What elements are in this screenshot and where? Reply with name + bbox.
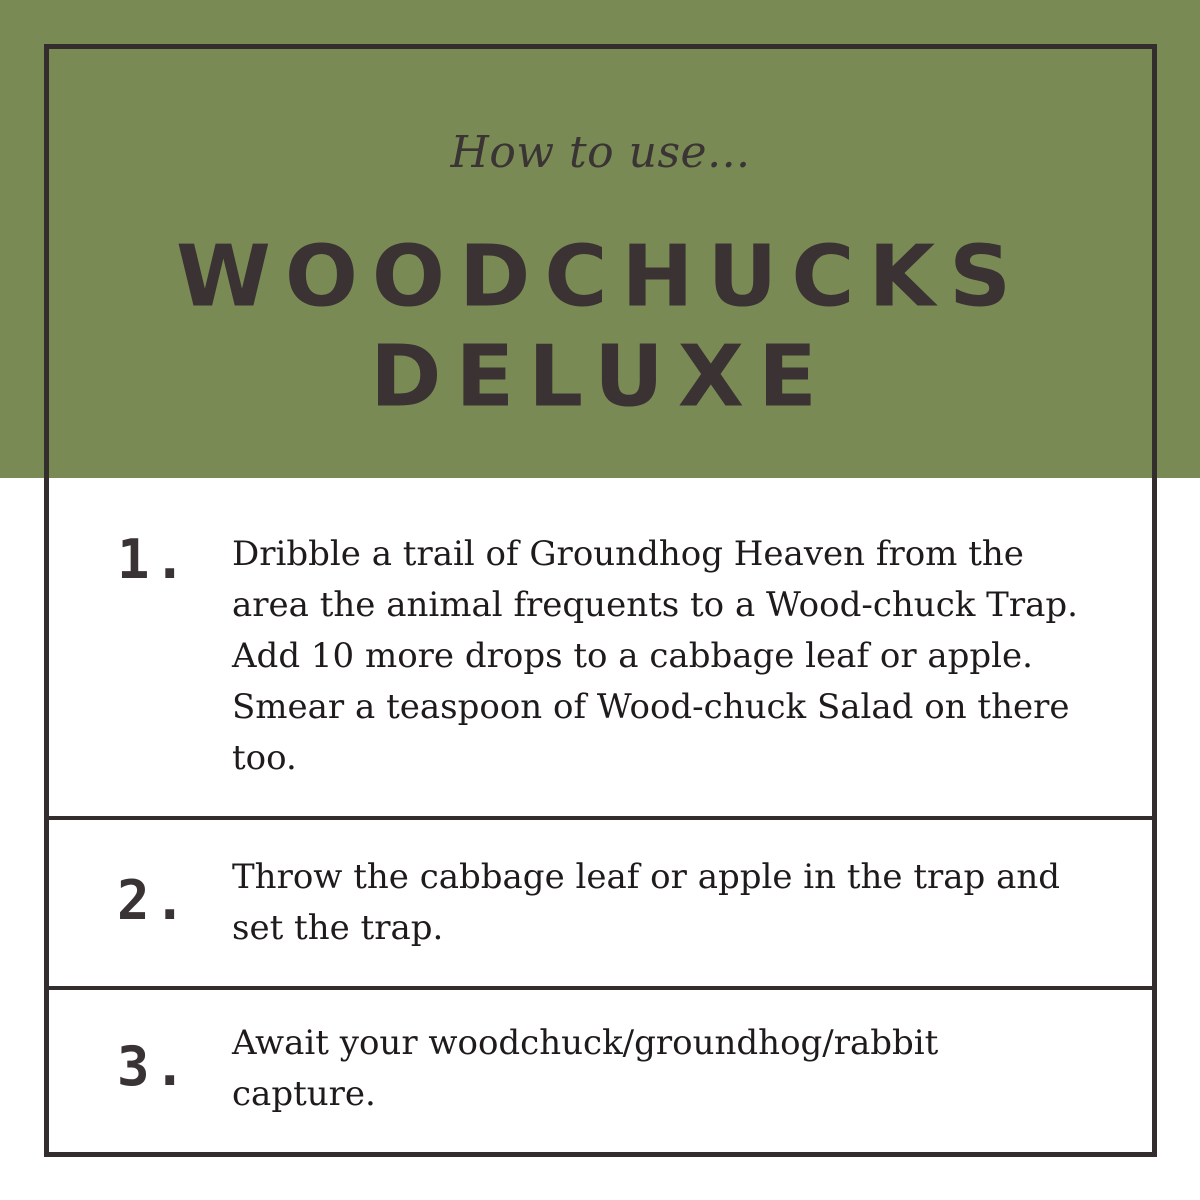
header [49,49,1152,478]
step-3 [49,990,1152,1152]
product-title-line1: WOODCHUCKS [175,228,1026,326]
instructions-frame [44,44,1157,1157]
step-2 [49,820,1152,986]
step-number: 2. [117,869,191,932]
step-text: Dribble a trail of Groundhog Heaven from the area the animal frequents to a Wood-chuck Trap. Add 10 more drops to a cabbage leaf or apple. Smear a teaspoon of Wood-chuck Salad on there too. [232,534,1078,778]
subtitle: How to use... [450,127,751,178]
step-number: 1. [117,528,191,591]
step-text: Throw the cabbage leaf or apple in the trap and set the trap. [232,857,1061,948]
step-number: 3. [117,1035,191,1098]
step-1 [49,478,1152,815]
step-text: Await your woodchuck/groundhog/rabbit capture. [232,1023,939,1114]
product-title-line2: DELUXE [370,328,831,426]
